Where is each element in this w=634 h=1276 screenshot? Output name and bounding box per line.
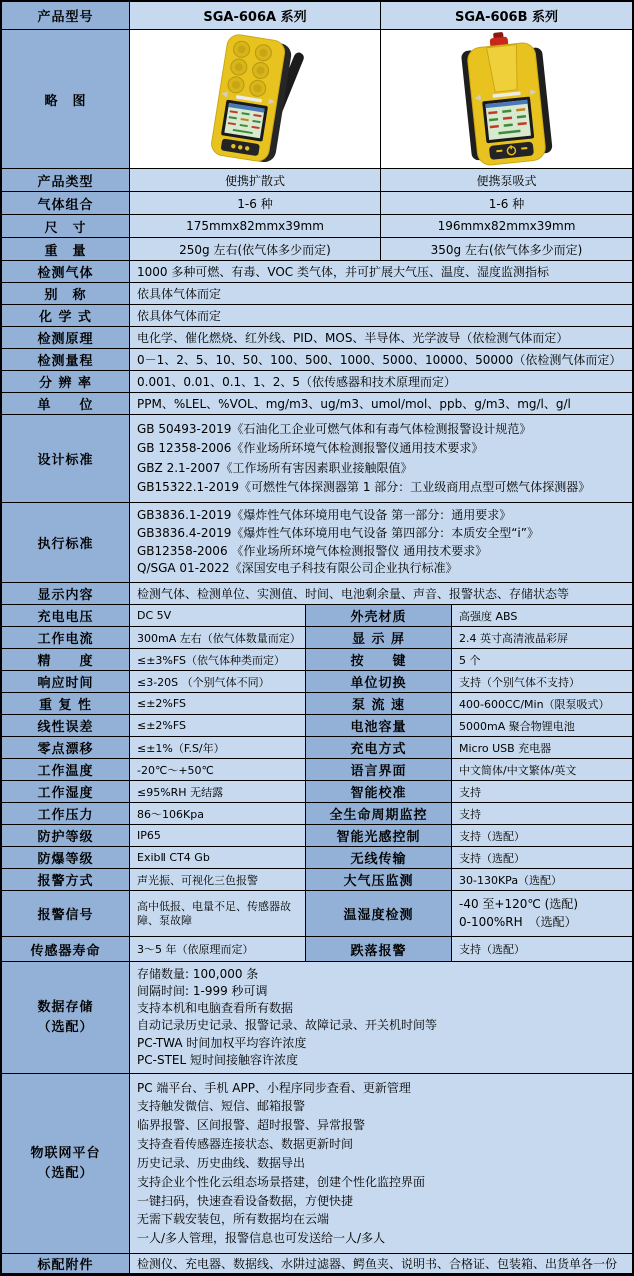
storage-line: 间隔时间: 1-999 秒可调 (137, 984, 268, 999)
value-2-text: 5000mA 聚合物锂电池 (459, 719, 575, 733)
row-value (130, 1254, 632, 1274)
row-label-2 (306, 605, 452, 627)
row-label-line2: （选配） (37, 1019, 94, 1035)
standard-line: GB12358-2006 《作业场所环境气体检测报警仪 通用技术要求》 (137, 543, 488, 558)
row-label-text: 标配附件 (37, 1258, 94, 1273)
row-label-1 (2, 627, 130, 649)
row-value-text: 0－1、2、5、10、50、100、500、1000、5000、10000、50000（依检测气体而定） (137, 353, 622, 367)
row-sensor-life (2, 937, 632, 962)
value-1-text: ≤±2%FS (137, 719, 187, 732)
label-2-text: 跌落报警 (350, 943, 407, 959)
row-label (2, 1074, 130, 1254)
row-working-humidity (2, 781, 632, 803)
row-detect-gas (2, 261, 632, 283)
row-label-1 (2, 891, 130, 937)
iot-line: 一键扫码，快速查看设备数据，方便快捷 (137, 1193, 354, 1208)
value-b-text: 1-6 种 (488, 196, 525, 211)
row-label-2 (306, 693, 452, 715)
iot-line: 临界报警、区间报警、超时报警、异常报警 (137, 1118, 366, 1133)
row-value-text: 依具体气体而定 (137, 287, 222, 301)
value-1-text: -20℃～+50℃ (137, 763, 214, 777)
row-alarm-signal (2, 891, 632, 937)
storage-line: 存储数量: 100,000 条 (137, 966, 259, 981)
row-label-text: 检测原理 (37, 332, 94, 347)
row-label (2, 371, 130, 393)
value-b (381, 192, 632, 215)
label-2-text: 显 示 屏 (351, 632, 406, 647)
value-2-text: 支持（选配） (459, 829, 525, 843)
row-label-text: 气体组合 (37, 197, 94, 213)
row-design-standards (2, 415, 632, 503)
row-value-2 (452, 825, 632, 847)
row-value (130, 283, 632, 305)
value-b (381, 238, 632, 261)
row-value-1 (130, 825, 306, 847)
row-value-1 (130, 937, 306, 962)
label-2-text: 温湿度检测 (343, 908, 414, 923)
row-label-1 (2, 803, 130, 825)
row-value (130, 305, 632, 327)
value-1-text: ExibⅡ CT4 Gb (137, 851, 210, 864)
value-1-text: 300mA 左右（依气体数量而定） (137, 631, 301, 645)
standard-line: GB 12358-2006《作业场所环境气体检测报警仪通用技术要求》 (137, 441, 484, 456)
row-label-line2: （选配） (37, 1165, 94, 1181)
value-a-text: 250g 左右(依气体多少而定) (179, 242, 331, 257)
row-accessories (2, 1254, 632, 1274)
label-2-text: 充电方式 (350, 742, 407, 757)
label-2-text: 单位切换 (350, 676, 407, 691)
storage-line: PC-STEL 短时间接触容许浓度 (137, 1052, 298, 1067)
row-value-text: 1000 多种可燃、有毒、VOC 类气体，并可扩展大气压、温度、湿度监测指标 (137, 265, 549, 279)
row-value (130, 503, 632, 583)
row-label-1 (2, 649, 130, 671)
row-product-type (2, 169, 632, 192)
row-iot-platform (2, 1074, 632, 1254)
label-1-text: 重 复 性 (38, 698, 93, 713)
row-label (2, 1254, 130, 1274)
value-b (381, 215, 632, 238)
label-1-text: 线性误差 (37, 720, 94, 735)
row-label-text: 重 量 (44, 243, 87, 259)
value-a-text: 175mmx82mmx39mm (186, 219, 324, 233)
value-2-text: 2.4 英寸高清液晶彩屏 (459, 631, 568, 645)
model-a-title: SGA-606A 系列 (203, 10, 307, 25)
value-2-text: 支持 (459, 785, 481, 799)
value-a-text: 便携扩散式 (224, 173, 285, 188)
row-working-temperature (2, 759, 632, 781)
sketch-label-text: 略 图 (44, 93, 87, 109)
row-value (130, 962, 632, 1074)
row-linearity-error (2, 715, 632, 737)
row-value-2 (452, 759, 632, 781)
value-2-text: 高强度 ABS (459, 609, 518, 623)
standard-line: GB3836.1-2019《爆炸性气体环境用电气设备 第一部分：通用要求》 (137, 508, 512, 523)
row-value-1 (130, 781, 306, 803)
iot-line: 无需下载安装包，所有数据均在云端 (137, 1212, 330, 1227)
row-detection-range (2, 349, 632, 371)
row-label-2 (306, 715, 452, 737)
row-value-2 (452, 803, 632, 825)
row-value-2 (452, 693, 632, 715)
value-1-text: 3～5 年（依原理而定） (137, 943, 254, 956)
value-2-text: 支持（个别气体不支持） (459, 675, 580, 689)
value-2-text: Micro USB 充电器 (459, 741, 552, 755)
row-value-2 (452, 715, 632, 737)
value-2-text: 中文简体/中文繁体/英文 (459, 763, 577, 777)
row-value-2 (452, 605, 632, 627)
standard-line: GB15322.1-2019《可燃性气体探测器第 1 部分：工业级商用点型可燃气体探测器》 (137, 479, 591, 494)
row-label-line1: 数据存储 (37, 1000, 94, 1015)
value-2-text: 5 个 (459, 653, 481, 667)
value-2-text: 30-130KPa（选配） (459, 873, 563, 887)
value-a (130, 238, 381, 261)
row-label (2, 349, 130, 371)
label-1-text: 报警方式 (37, 874, 94, 889)
iot-line: 支持触发微信、短信、邮箱报警 (137, 1099, 306, 1114)
row-value-2 (452, 937, 632, 962)
row-label-2 (306, 869, 452, 891)
row-exec-standards (2, 503, 632, 583)
iot-line: 支持查看传感器连接状态、数据更新时间 (137, 1137, 354, 1152)
label-1-text: 工作温度 (37, 764, 94, 779)
row-label (2, 238, 130, 261)
label-2-text: 智能光感控制 (336, 830, 421, 845)
value-2-line: 0-100%RH （选配） (459, 914, 577, 929)
label-1-text: 传感器寿命 (30, 943, 101, 959)
row-value-text: PPM、%LEL、%VOL、mg/m3、ug/m3、umol/mol、ppb、g/m3、mg/l、g/l (137, 397, 571, 411)
row-value-text: 检测气体、检测单位、实测值、时间、电池剩余量、声音、报警状态、存储状态等 (137, 587, 570, 601)
label-1-text: 防爆等级 (37, 852, 94, 867)
row-value-text: 依具体气体而定 (137, 309, 222, 323)
value-b (381, 169, 632, 192)
row-label-2 (306, 781, 452, 803)
row-label-text: 检测量程 (37, 354, 94, 369)
row-value (130, 327, 632, 349)
row-alias (2, 283, 632, 305)
row-label-2 (306, 759, 452, 781)
row-label (2, 393, 130, 415)
value-1-text: 高中低报、电量不足、传感器故障、泵故障 (137, 899, 291, 927)
row-label (2, 962, 130, 1074)
row-label-1 (2, 937, 130, 962)
row-weight (2, 238, 632, 261)
row-label-text: 设计标准 (37, 453, 94, 468)
label-2-text: 大气压监测 (343, 874, 414, 889)
row-value (130, 349, 632, 371)
row-label-1 (2, 825, 130, 847)
row-value (130, 261, 632, 283)
row-value (130, 393, 632, 415)
row-label (2, 261, 130, 283)
row-label-1 (2, 847, 130, 869)
row-chemical-formula (2, 305, 632, 327)
label-1-text: 精 度 (37, 654, 94, 669)
label-1-text: 充电电压 (37, 610, 94, 625)
row-value-1 (130, 693, 306, 715)
row-label-2 (306, 937, 452, 962)
row-label (2, 215, 130, 238)
storage-line: PC-TWA 时间加权平均容许浓度 (137, 1035, 307, 1050)
row-value-1 (130, 649, 306, 671)
row-detection-principle (2, 327, 632, 349)
label-1-text: 零点漂移 (37, 742, 94, 757)
row-label-1 (2, 869, 130, 891)
row-value-text: 检测仪、充电器、数据线、水阱过滤器、鳄鱼夹、说明书、合格证、包装箱、出货单各一份 (137, 1257, 618, 1271)
value-a (130, 169, 381, 192)
row-label-2 (306, 803, 452, 825)
row-value-1 (130, 869, 306, 891)
row-label-2 (306, 825, 452, 847)
row-label (2, 415, 130, 503)
row-working-current (2, 627, 632, 649)
iot-line: 历史记录、历史曲线、数据导出 (137, 1155, 306, 1170)
row-display-content (2, 583, 632, 605)
label-1-text: 工作湿度 (37, 786, 94, 801)
header-row (2, 2, 632, 30)
device-b-screen (482, 96, 534, 143)
storage-line: 支持本机和电脑查看所有数据 (137, 1001, 294, 1016)
row-label-text: 尺 寸 (44, 220, 87, 236)
value-2-text: 支持 (459, 807, 481, 821)
label-2-text: 无线传输 (350, 852, 407, 867)
value-b-text: 350g 左右(依气体多少而定) (430, 242, 583, 257)
row-label (2, 583, 130, 605)
row-value-2 (452, 891, 632, 937)
model-b-title: SGA-606B 系列 (454, 10, 559, 25)
row-response-time (2, 671, 632, 693)
row-label-1 (2, 693, 130, 715)
row-value-1 (130, 671, 306, 693)
row-repeatability (2, 693, 632, 715)
row-label-text: 分 辨 率 (38, 376, 93, 391)
label-2-text: 泵 流 速 (351, 698, 406, 713)
row-alarm-mode (2, 869, 632, 891)
row-label (2, 169, 130, 192)
device-b-image (381, 31, 632, 168)
row-label-2 (306, 891, 452, 937)
label-2-text: 全生命周期监控 (329, 808, 428, 823)
row-value-1 (130, 891, 306, 937)
value-1-text: ≤±3%FS（依气体种类而定） (137, 653, 285, 667)
row-value-2 (452, 649, 632, 671)
value-1-text: 86～106Kpa (137, 807, 204, 821)
sketch-label (2, 30, 130, 169)
label-1-text: 工作电流 (37, 632, 94, 647)
label-2-text: 按 键 (350, 654, 407, 669)
row-gas-combination (2, 192, 632, 215)
storage-line: 自动记录历史记录、报警记录、故障记录、开关机时间等 (137, 1018, 438, 1033)
value-2-text: 400-600CC/Min（限泵吸式） (459, 697, 610, 711)
standard-line: GB 50493-2019《石油化工企业可燃气体和有毒气体检测报警设计规范》 (137, 422, 532, 437)
row-value (130, 415, 632, 503)
sketch-row (2, 30, 632, 169)
label-2-text: 外壳材质 (350, 610, 407, 625)
row-value (130, 583, 632, 605)
row-label-2 (306, 847, 452, 869)
header-product-model-label (2, 2, 130, 30)
value-a (130, 192, 381, 215)
row-label-2 (306, 671, 452, 693)
standard-line: Q/SGA 01-2022《深国安电子科技有限公司企业执行标准》 (137, 561, 458, 576)
header-product-model-text: 产品型号 (37, 10, 94, 25)
row-label-1 (2, 781, 130, 803)
row-label-text: 执行标准 (37, 537, 94, 552)
row-label-text: 检测气体 (37, 266, 94, 281)
row-label-2 (306, 649, 452, 671)
row-label-1 (2, 671, 130, 693)
value-b-text: 便携泵吸式 (476, 173, 537, 188)
row-label-1 (2, 605, 130, 627)
row-label-1 (2, 759, 130, 781)
row-label-text: 别 称 (44, 288, 87, 303)
value-a (130, 215, 381, 238)
row-protection-rating (2, 825, 632, 847)
device-a-image (130, 31, 380, 168)
row-label (2, 283, 130, 305)
label-1-text: 报警信号 (37, 908, 94, 923)
row-label (2, 192, 130, 215)
row-unit (2, 393, 632, 415)
row-value-text: 电化学、催化燃烧、红外线、PID、MOS、半导体、光学波导（依检测气体而定） (137, 331, 569, 345)
iot-line: PC 端平台、手机 APP、小程序同步查看、更新管理 (137, 1080, 411, 1095)
label-1-text: 工作压力 (37, 808, 94, 823)
row-dimensions (2, 215, 632, 238)
device-a-image-cell (130, 30, 381, 169)
row-value-1 (130, 759, 306, 781)
value-1-text: ≤±1%（F.S/年） (137, 741, 225, 755)
row-data-storage (2, 962, 632, 1074)
row-value-2 (452, 627, 632, 649)
row-value-2 (452, 737, 632, 759)
device-a-screen (221, 99, 268, 141)
standard-line: GBZ 2.1-2007《工作场所有害因素职业接触限值》 (137, 460, 413, 475)
iot-line: 支持企业个性化云组态场景搭建，创建个性化监控界面 (137, 1174, 426, 1189)
label-2-text: 智能校准 (350, 786, 407, 801)
label-2-text: 电池容量 (350, 720, 407, 735)
value-1-text: IP65 (137, 829, 161, 842)
row-explosion-proof-rating (2, 847, 632, 869)
header-model-b (381, 2, 632, 30)
label-2-text: 语言界面 (350, 764, 407, 779)
label-1-text: 防护等级 (37, 830, 94, 845)
row-label (2, 327, 130, 349)
value-b-text: 196mmx82mmx39mm (437, 219, 576, 233)
row-label-line1: 物联网平台 (30, 1146, 101, 1161)
row-working-pressure (2, 803, 632, 825)
value-2-text: 支持（选配） (459, 851, 525, 865)
value-1-text: DC 5V (137, 609, 172, 622)
row-zero-drift (2, 737, 632, 759)
row-value-1 (130, 737, 306, 759)
row-value-1 (130, 627, 306, 649)
row-charging-voltage (2, 605, 632, 627)
row-label-2 (306, 627, 452, 649)
row-value-text: 0.001、0.01、0.1、1、2、5（依传感器和技术原理而定） (137, 375, 457, 389)
header-model-a (130, 2, 381, 30)
value-1-text: 声光振、可视化三色报警 (137, 873, 258, 887)
device-b-image-cell (381, 30, 632, 169)
row-value-1 (130, 803, 306, 825)
row-value (130, 1074, 632, 1254)
row-value-2 (452, 781, 632, 803)
row-label-2 (306, 737, 452, 759)
iot-line: 一人/多人管理，报警信息也可发送给一人/多人 (137, 1231, 386, 1246)
row-label (2, 305, 130, 327)
value-2-text: 支持（选配） (459, 943, 525, 956)
row-label-1 (2, 715, 130, 737)
row-value-2 (452, 671, 632, 693)
row-label-text: 化 学 式 (38, 310, 93, 325)
row-value-1 (130, 715, 306, 737)
row-value-2 (452, 869, 632, 891)
row-accuracy (2, 649, 632, 671)
value-1-text: ≤3-20S （个别气体不同） (137, 675, 270, 689)
row-label-text: 单 位 (37, 398, 94, 413)
row-label-text: 显示内容 (37, 588, 94, 603)
row-label (2, 503, 130, 583)
row-value-1 (130, 847, 306, 869)
value-a-text: 1-6 种 (237, 196, 273, 211)
value-1-text: ≤±2%FS (137, 697, 187, 710)
row-value (130, 371, 632, 393)
row-label-text: 产品类型 (37, 174, 94, 190)
row-resolution (2, 371, 632, 393)
row-value-1 (130, 605, 306, 627)
value-1-text: ≤95%RH 无结露 (137, 785, 224, 799)
row-label-1 (2, 737, 130, 759)
row-value-2 (452, 847, 632, 869)
standard-line: GB3836.4-2019《爆炸性气体环境用电气设备 第四部分：本质安全型“i”》 (137, 526, 539, 541)
label-1-text: 响应时间 (37, 676, 94, 691)
value-2-line: -40 至+120℃ (选配) (459, 896, 579, 911)
